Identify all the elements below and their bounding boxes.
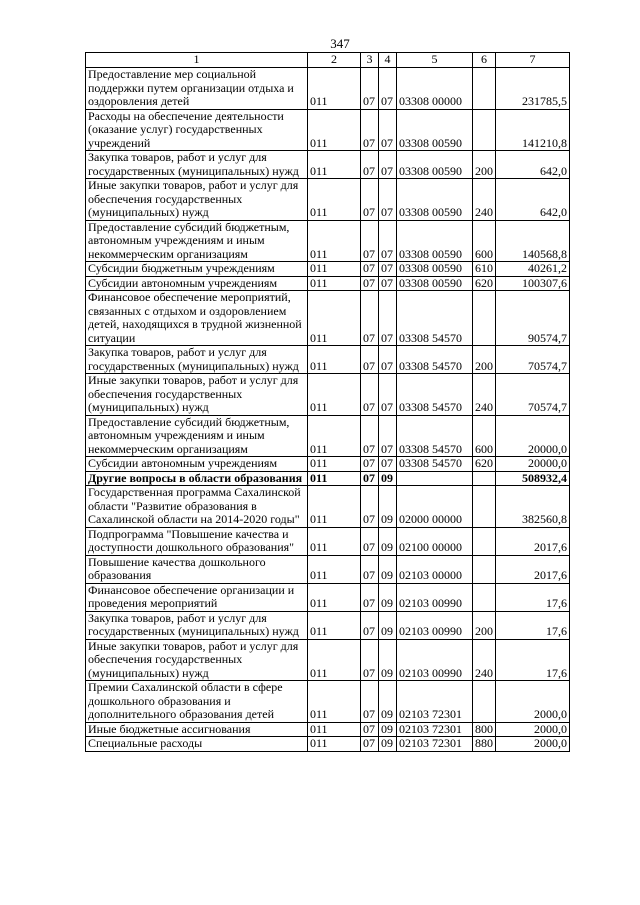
table-row [86, 346, 570, 374]
row-admin-code-cell: 011 [308, 109, 361, 151]
row-name-cell: Закупка товаров, работ и услуг для государственных (муниципальных) нужд [86, 151, 308, 179]
row-admin-code-cell: 011 [308, 457, 361, 472]
row-name-cell: Государственная программа Сахалинской области "Развитие образования в Сахалинской области на 2014-2020 годы" [86, 486, 308, 528]
row-section-cell: 07 [361, 681, 379, 723]
header-cell-7: 7 [496, 53, 570, 68]
row-section-cell: 07 [361, 722, 379, 737]
row-name-cell: Финансовое обеспечение организации и проведения мероприятий [86, 583, 308, 611]
row-amount-cell: 2017,6 [496, 555, 570, 583]
header-cell-4: 4 [379, 53, 397, 68]
row-target-code-cell: 02103 00990 [397, 639, 473, 681]
header-cell-6: 6 [473, 53, 496, 68]
row-name-cell: Субсидии бюджетным учреждениям [86, 262, 308, 277]
row-name-cell: Предоставление субсидий бюджетным, автономным учреждениям и иным некоммерческим организациям [86, 415, 308, 457]
table-row [86, 220, 570, 262]
row-expense-type-cell: 620 [473, 457, 496, 472]
row-expense-type-cell: 880 [473, 737, 496, 752]
row-target-code-cell: 02100 00000 [397, 527, 473, 555]
row-name-cell: Предоставление субсидий бюджетным, автономным учреждениям и иным некоммерческим организациям [86, 220, 308, 262]
header-cell-5: 5 [397, 53, 473, 68]
row-section-cell: 07 [361, 179, 379, 221]
row-subsection-cell: 09 [379, 737, 397, 752]
row-expense-type-cell [473, 527, 496, 555]
table-row [86, 262, 570, 277]
row-amount-cell: 2017,6 [496, 527, 570, 555]
table-row [86, 291, 570, 346]
row-target-code-cell: 03308 00000 [397, 68, 473, 110]
row-subsection-cell: 07 [379, 109, 397, 151]
row-expense-type-cell: 240 [473, 374, 496, 416]
row-admin-code-cell: 011 [308, 276, 361, 291]
row-name-cell: Премии Сахалинской области в сфере дошкольного образования и дополнительного образования детей [86, 681, 308, 723]
table-row [86, 611, 570, 639]
row-amount-cell: 2000,0 [496, 737, 570, 752]
row-amount-cell: 20000,0 [496, 457, 570, 472]
row-target-code-cell: 03308 54570 [397, 374, 473, 416]
row-subsection-cell: 07 [379, 346, 397, 374]
row-subsection-cell: 07 [379, 179, 397, 221]
row-admin-code-cell: 011 [308, 555, 361, 583]
table-row [86, 527, 570, 555]
row-section-cell: 07 [361, 639, 379, 681]
row-target-code-cell: 03308 00590 [397, 109, 473, 151]
row-subsection-cell: 07 [379, 415, 397, 457]
row-amount-cell: 90574,7 [496, 291, 570, 346]
row-admin-code-cell: 011 [308, 179, 361, 221]
row-expense-type-cell [473, 109, 496, 151]
row-subsection-cell: 09 [379, 722, 397, 737]
row-section-cell: 07 [361, 457, 379, 472]
row-amount-cell: 508932,4 [496, 471, 570, 486]
table-body [86, 68, 570, 752]
row-admin-code-cell: 011 [308, 486, 361, 528]
row-section-cell: 07 [361, 415, 379, 457]
table-row [86, 639, 570, 681]
row-name-cell: Расходы на обеспечение деятельности (оказание услуг) государственных учреждений [86, 109, 308, 151]
row-admin-code-cell: 011 [308, 471, 361, 486]
row-target-code-cell [397, 471, 473, 486]
row-section-cell: 07 [361, 555, 379, 583]
row-target-code-cell: 03308 00590 [397, 262, 473, 277]
row-expense-type-cell: 240 [473, 179, 496, 221]
row-amount-cell: 2000,0 [496, 722, 570, 737]
row-expense-type-cell: 620 [473, 276, 496, 291]
row-target-code-cell: 03308 54570 [397, 346, 473, 374]
row-amount-cell: 642,0 [496, 151, 570, 179]
table-row [86, 583, 570, 611]
row-expense-type-cell: 600 [473, 415, 496, 457]
table-row [86, 737, 570, 752]
row-expense-type-cell [473, 471, 496, 486]
row-section-cell: 07 [361, 220, 379, 262]
table-row [86, 722, 570, 737]
row-name-cell: Иные закупки товаров, работ и услуг для обеспечения государственных (муниципальных) нужд [86, 374, 308, 416]
row-subsection-cell: 09 [379, 583, 397, 611]
row-expense-type-cell [473, 555, 496, 583]
row-target-code-cell: 03308 00590 [397, 151, 473, 179]
row-subsection-cell: 07 [379, 262, 397, 277]
row-target-code-cell: 02103 00000 [397, 555, 473, 583]
row-target-code-cell: 03308 00590 [397, 220, 473, 262]
row-target-code-cell: 03308 54570 [397, 415, 473, 457]
row-name-cell: Иные бюджетные ассигнования [86, 722, 308, 737]
row-section-cell: 07 [361, 611, 379, 639]
row-target-code-cell: 03308 54570 [397, 457, 473, 472]
row-amount-cell: 70574,7 [496, 346, 570, 374]
row-admin-code-cell: 011 [308, 611, 361, 639]
row-section-cell: 07 [361, 486, 379, 528]
row-admin-code-cell: 011 [308, 151, 361, 179]
row-name-cell: Специальные расходы [86, 737, 308, 752]
row-target-code-cell: 02000 00000 [397, 486, 473, 528]
row-admin-code-cell: 011 [308, 262, 361, 277]
row-target-code-cell: 03308 54570 [397, 291, 473, 346]
row-expense-type-cell [473, 291, 496, 346]
header-cell-1: 1 [86, 53, 308, 68]
header-cell-2: 2 [308, 53, 361, 68]
row-section-cell: 07 [361, 68, 379, 110]
row-expense-type-cell: 600 [473, 220, 496, 262]
row-admin-code-cell: 011 [308, 583, 361, 611]
row-amount-cell: 17,6 [496, 611, 570, 639]
row-amount-cell: 2000,0 [496, 681, 570, 723]
row-subsection-cell: 09 [379, 681, 397, 723]
row-target-code-cell: 02103 72301 [397, 722, 473, 737]
row-subsection-cell: 09 [379, 471, 397, 486]
row-name-cell: Повышение качества дошкольного образования [86, 555, 308, 583]
row-expense-type-cell: 200 [473, 346, 496, 374]
row-subsection-cell: 07 [379, 151, 397, 179]
row-expense-type-cell: 200 [473, 151, 496, 179]
row-expense-type-cell [473, 486, 496, 528]
row-target-code-cell: 02103 72301 [397, 737, 473, 752]
row-target-code-cell: 02103 00990 [397, 611, 473, 639]
row-name-cell: Финансовое обеспечение мероприятий, связанных с отдыхом и оздоровлением детей, находящихся в трудной жизненной ситуации [86, 291, 308, 346]
row-amount-cell: 17,6 [496, 583, 570, 611]
row-name-cell: Подпрограмма "Повышение качества и доступности дошкольного образования" [86, 527, 308, 555]
table-row [86, 374, 570, 416]
row-subsection-cell: 09 [379, 527, 397, 555]
row-amount-cell: 70574,7 [496, 374, 570, 416]
row-admin-code-cell: 011 [308, 291, 361, 346]
row-admin-code-cell: 011 [308, 68, 361, 110]
table-row [86, 415, 570, 457]
row-section-cell: 07 [361, 471, 379, 486]
row-target-code-cell: 02103 00990 [397, 583, 473, 611]
row-admin-code-cell: 011 [308, 346, 361, 374]
row-section-cell: 07 [361, 262, 379, 277]
row-admin-code-cell: 011 [308, 415, 361, 457]
row-subsection-cell: 09 [379, 611, 397, 639]
table-row [86, 109, 570, 151]
table-row [86, 555, 570, 583]
row-amount-cell: 100307,6 [496, 276, 570, 291]
row-expense-type-cell: 200 [473, 611, 496, 639]
row-amount-cell: 40261,2 [496, 262, 570, 277]
row-expense-type-cell [473, 583, 496, 611]
header-cell-3: 3 [361, 53, 379, 68]
row-subsection-cell: 07 [379, 374, 397, 416]
row-name-cell: Иные закупки товаров, работ и услуг для обеспечения государственных (муниципальных) нужд [86, 639, 308, 681]
table-row [86, 457, 570, 472]
page-number: 347 [330, 36, 350, 51]
row-subsection-cell: 07 [379, 457, 397, 472]
row-section-cell: 07 [361, 583, 379, 611]
row-subsection-cell: 09 [379, 639, 397, 681]
row-subsection-cell: 07 [379, 276, 397, 291]
row-section-cell: 07 [361, 109, 379, 151]
table-row [86, 486, 570, 528]
row-admin-code-cell: 011 [308, 722, 361, 737]
row-expense-type-cell: 610 [473, 262, 496, 277]
budget-table [85, 52, 570, 752]
row-admin-code-cell: 011 [308, 220, 361, 262]
row-admin-code-cell: 011 [308, 527, 361, 555]
row-name-cell: Другие вопросы в области образования [86, 471, 308, 486]
row-section-cell: 07 [361, 737, 379, 752]
table-row [86, 471, 570, 486]
table-row [86, 276, 570, 291]
table-row [86, 68, 570, 110]
row-amount-cell: 141210,8 [496, 109, 570, 151]
row-name-cell: Закупка товаров, работ и услуг для государственных (муниципальных) нужд [86, 611, 308, 639]
row-name-cell: Субсидии автономным учреждениям [86, 457, 308, 472]
row-amount-cell: 140568,8 [496, 220, 570, 262]
row-admin-code-cell: 011 [308, 737, 361, 752]
row-subsection-cell: 09 [379, 555, 397, 583]
table-row [86, 151, 570, 179]
row-name-cell: Субсидии автономным учреждениям [86, 276, 308, 291]
row-subsection-cell: 07 [379, 68, 397, 110]
row-name-cell: Предоставление мер социальной поддержки путем организации отдыха и оздоровления детей [86, 68, 308, 110]
row-section-cell: 07 [361, 291, 379, 346]
row-amount-cell: 17,6 [496, 639, 570, 681]
row-name-cell: Иные закупки товаров, работ и услуг для обеспечения государственных (муниципальных) нужд [86, 179, 308, 221]
table-row [86, 681, 570, 723]
row-name-cell: Закупка товаров, работ и услуг для государственных (муниципальных) нужд [86, 346, 308, 374]
row-expense-type-cell: 800 [473, 722, 496, 737]
row-subsection-cell: 09 [379, 486, 397, 528]
row-subsection-cell: 07 [379, 220, 397, 262]
row-admin-code-cell: 011 [308, 681, 361, 723]
row-amount-cell: 231785,5 [496, 68, 570, 110]
row-amount-cell: 20000,0 [496, 415, 570, 457]
row-subsection-cell: 07 [379, 291, 397, 346]
table-row [86, 179, 570, 221]
row-section-cell: 07 [361, 346, 379, 374]
header-row [86, 53, 570, 68]
row-expense-type-cell [473, 68, 496, 110]
row-section-cell: 07 [361, 151, 379, 179]
row-section-cell: 07 [361, 527, 379, 555]
row-section-cell: 07 [361, 374, 379, 416]
row-target-code-cell: 02103 72301 [397, 681, 473, 723]
row-amount-cell: 642,0 [496, 179, 570, 221]
row-admin-code-cell: 011 [308, 639, 361, 681]
row-target-code-cell: 03308 00590 [397, 276, 473, 291]
row-amount-cell: 382560,8 [496, 486, 570, 528]
row-section-cell: 07 [361, 276, 379, 291]
row-admin-code-cell: 011 [308, 374, 361, 416]
row-expense-type-cell: 240 [473, 639, 496, 681]
row-target-code-cell: 03308 00590 [397, 179, 473, 221]
row-expense-type-cell [473, 681, 496, 723]
